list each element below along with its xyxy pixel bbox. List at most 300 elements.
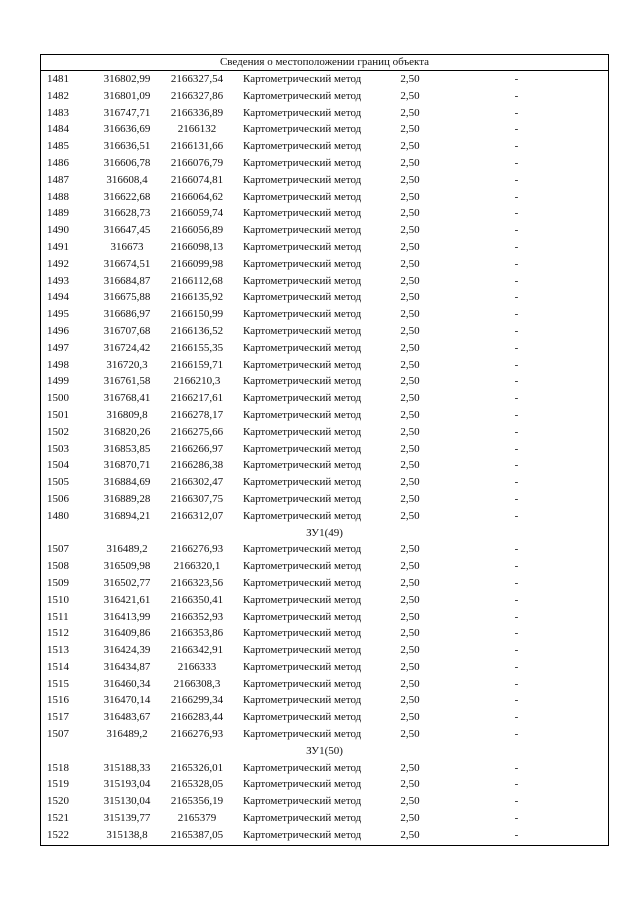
- table-row: [41, 239, 608, 256]
- x-coordinate-cell: 316470,14: [103, 694, 151, 707]
- accuracy-cell: 2,50: [400, 392, 420, 405]
- point-number-cell: 1503: [47, 442, 69, 455]
- accuracy-cell: 2,50: [400, 207, 420, 220]
- accuracy-cell: 2,50: [400, 509, 420, 522]
- y-coordinate-cell: 2166320,1: [173, 560, 221, 573]
- table-row: [41, 222, 608, 239]
- point-number-cell: 1519: [47, 778, 69, 791]
- y-coordinate-cell: 2166135,92: [170, 291, 224, 304]
- x-coordinate-cell: 316622,68: [103, 190, 151, 203]
- description-cell: -: [514, 795, 519, 808]
- point-number-cell: 1483: [47, 106, 69, 119]
- accuracy-cell: 2,50: [400, 73, 420, 85]
- description-cell: -: [514, 644, 519, 657]
- point-number-cell: 1522: [47, 828, 69, 841]
- description-cell: -: [514, 761, 519, 774]
- method-cell: Картометрический метод: [243, 576, 362, 589]
- description-cell: -: [514, 610, 519, 623]
- point-number-cell: 1512: [47, 627, 69, 640]
- y-coordinate-cell: 2166076,79: [170, 156, 224, 169]
- description-cell: -: [514, 660, 519, 673]
- description-cell: -: [514, 173, 519, 186]
- x-coordinate-cell: 316673: [110, 240, 144, 253]
- point-number-cell: 1517: [47, 711, 69, 724]
- y-coordinate-cell: 2166275,66: [170, 425, 224, 438]
- y-coordinate-cell: 2166336,89: [170, 106, 224, 119]
- point-number-cell: 1482: [47, 89, 69, 102]
- table-row: [41, 323, 608, 340]
- accuracy-cell: 2,50: [400, 593, 420, 606]
- x-coordinate-cell: 316675,88: [103, 291, 151, 304]
- point-number-cell: 1518: [47, 761, 69, 774]
- y-coordinate-cell: 2166136,52: [170, 324, 224, 337]
- method-cell: Картометрический метод: [243, 627, 362, 640]
- x-coordinate-cell: 316636,69: [103, 123, 151, 136]
- x-coordinate-cell: 316802,99: [103, 73, 151, 85]
- y-coordinate-cell: 2166112,68: [171, 274, 223, 287]
- description-cell: -: [514, 593, 519, 606]
- accuracy-cell: 2,50: [400, 644, 420, 657]
- description-cell: -: [514, 240, 519, 253]
- accuracy-cell: 2,50: [400, 156, 420, 169]
- method-cell: Картометрический метод: [243, 543, 362, 556]
- section-heading: ЗУ1(49): [306, 526, 343, 539]
- point-number-cell: 1485: [47, 140, 69, 153]
- method-cell: Картометрический метод: [243, 156, 362, 169]
- point-number-cell: 1501: [47, 408, 69, 421]
- accuracy-cell: 2,50: [400, 123, 420, 136]
- table-row: [41, 256, 608, 273]
- accuracy-cell: 2,50: [400, 795, 420, 808]
- y-coordinate-cell: 2165379: [177, 812, 217, 825]
- method-cell: Картометрический метод: [243, 761, 362, 774]
- accuracy-cell: 2,50: [400, 492, 420, 505]
- x-coordinate-cell: 316460,34: [103, 677, 151, 690]
- accuracy-cell: 2,50: [400, 324, 420, 337]
- y-coordinate-cell: 2166312,07: [170, 509, 224, 522]
- table-row: [41, 340, 608, 357]
- point-number-cell: 1486: [47, 156, 69, 169]
- accuracy-cell: 2,50: [400, 190, 420, 203]
- description-cell: -: [514, 476, 519, 489]
- table-row: [41, 827, 608, 844]
- table-row: [41, 541, 608, 558]
- method-cell: Картометрический метод: [243, 324, 362, 337]
- point-number-cell: 1506: [47, 492, 69, 505]
- point-number-cell: 1481: [47, 73, 69, 85]
- y-coordinate-cell: 2166276,93: [170, 543, 224, 556]
- accuracy-cell: 2,50: [400, 173, 420, 186]
- point-number-cell: 1492: [47, 257, 69, 270]
- table-row: [41, 776, 608, 793]
- method-cell: Картометрический метод: [243, 492, 362, 505]
- description-cell: -: [514, 576, 519, 589]
- method-cell: Картометрический метод: [243, 812, 362, 825]
- y-coordinate-cell: 2166132: [177, 123, 217, 136]
- y-coordinate-cell: 2166323,56: [170, 576, 224, 589]
- table-row: [41, 357, 608, 374]
- accuracy-cell: 2,50: [400, 576, 420, 589]
- point-number-cell: 1509: [47, 576, 69, 589]
- method-cell: Картометрический метод: [243, 89, 362, 102]
- x-coordinate-cell: 316674,51: [103, 257, 151, 270]
- description-cell: -: [514, 207, 519, 220]
- table-row: [41, 676, 608, 693]
- accuracy-cell: 2,50: [400, 560, 420, 573]
- description-cell: -: [514, 123, 519, 136]
- table-row: [41, 138, 608, 155]
- method-cell: Картометрический метод: [243, 123, 362, 136]
- table-row: [41, 592, 608, 609]
- method-cell: Картометрический метод: [243, 644, 362, 657]
- method-cell: Картометрический метод: [243, 257, 362, 270]
- method-cell: Картометрический метод: [243, 73, 362, 85]
- description-cell: -: [514, 341, 519, 354]
- description-cell: -: [514, 408, 519, 421]
- accuracy-cell: 2,50: [400, 442, 420, 455]
- method-cell: Картометрический метод: [243, 728, 362, 741]
- y-coordinate-cell: 2166131,66: [170, 140, 224, 153]
- x-coordinate-cell: 316489,2: [106, 543, 148, 556]
- x-coordinate-cell: 316801,09: [103, 89, 151, 102]
- description-cell: -: [514, 291, 519, 304]
- point-number-cell: 1487: [47, 173, 69, 186]
- table-row: [41, 793, 608, 810]
- y-coordinate-cell: 2166307,75: [170, 492, 224, 505]
- y-coordinate-cell: 2166074,81: [170, 173, 224, 186]
- point-number-cell: 1500: [47, 392, 69, 405]
- description-cell: -: [514, 73, 519, 85]
- description-cell: -: [514, 509, 519, 522]
- x-coordinate-cell: 316483,67: [103, 711, 151, 724]
- accuracy-cell: 2,50: [400, 408, 420, 421]
- point-number-cell: 1513: [47, 644, 69, 657]
- method-cell: Картометрический метод: [243, 711, 362, 724]
- method-cell: Картометрический метод: [243, 308, 362, 321]
- x-coordinate-cell: 316489,2: [106, 728, 148, 741]
- x-coordinate-cell: 315188,33: [103, 761, 151, 774]
- accuracy-cell: 2,50: [400, 89, 420, 102]
- method-cell: Картометрический метод: [243, 425, 362, 438]
- x-coordinate-cell: 316747,71: [103, 106, 151, 119]
- accuracy-cell: 2,50: [400, 660, 420, 673]
- accuracy-cell: 2,50: [400, 543, 420, 556]
- y-coordinate-cell: 2166210,3: [173, 375, 221, 388]
- accuracy-cell: 2,50: [400, 140, 420, 153]
- y-coordinate-cell: 2166099,98: [170, 257, 224, 270]
- x-coordinate-cell: 316628,73: [103, 207, 151, 220]
- y-coordinate-cell: 2166286,38: [170, 459, 224, 472]
- y-coordinate-cell: 2166150,99: [170, 308, 224, 321]
- point-number-cell: 1499: [47, 375, 69, 388]
- y-coordinate-cell: 2166327,86: [170, 89, 224, 102]
- y-coordinate-cell: 2166155,35: [170, 341, 224, 354]
- method-cell: Картометрический метод: [243, 442, 362, 455]
- y-coordinate-cell: 2166056,89: [170, 224, 224, 237]
- accuracy-cell: 2,50: [400, 106, 420, 119]
- description-cell: -: [514, 190, 519, 203]
- y-coordinate-cell: 2166276,93: [170, 728, 224, 741]
- x-coordinate-cell: 316820,26: [103, 425, 151, 438]
- coordinates-table: [40, 54, 609, 846]
- table-row: [41, 189, 608, 206]
- description-cell: -: [514, 828, 519, 841]
- x-coordinate-cell: 316413,99: [103, 610, 151, 623]
- table-row: [41, 205, 608, 222]
- table-row: [41, 508, 608, 525]
- table-row: [41, 491, 608, 508]
- table-row: [41, 692, 608, 709]
- table-row: [41, 306, 608, 323]
- y-coordinate-cell: 2165387,05: [170, 828, 224, 841]
- x-coordinate-cell: 316608,4: [106, 173, 148, 186]
- table-row: [41, 760, 608, 777]
- accuracy-cell: 2,50: [400, 778, 420, 791]
- method-cell: Картометрический метод: [243, 778, 362, 791]
- point-number-cell: 1496: [47, 324, 69, 337]
- table-row: [41, 121, 608, 138]
- point-number-cell: 1511: [47, 610, 69, 623]
- x-coordinate-cell: 316884,69: [103, 476, 151, 489]
- description-cell: -: [514, 324, 519, 337]
- method-cell: Картометрический метод: [243, 291, 362, 304]
- description-cell: -: [514, 728, 519, 741]
- method-cell: Картометрический метод: [243, 392, 362, 405]
- x-coordinate-cell: 316686,97: [103, 308, 151, 321]
- accuracy-cell: 2,50: [400, 257, 420, 270]
- accuracy-cell: 2,50: [400, 677, 420, 690]
- table-row: [41, 726, 608, 743]
- table-row: [41, 709, 608, 726]
- point-number-cell: 1510: [47, 593, 69, 606]
- method-cell: Картометрический метод: [243, 795, 362, 808]
- description-cell: -: [514, 627, 519, 640]
- x-coordinate-cell: 316424,39: [103, 644, 151, 657]
- y-coordinate-cell: 2166064,62: [170, 190, 224, 203]
- description-cell: -: [514, 106, 519, 119]
- method-cell: Картометрический метод: [243, 274, 362, 287]
- x-coordinate-cell: 316647,45: [103, 224, 151, 237]
- method-cell: Картометрический метод: [243, 140, 362, 153]
- point-number-cell: 1498: [47, 358, 69, 371]
- table-row: [41, 407, 608, 424]
- y-coordinate-cell: 2166327,54: [170, 73, 224, 85]
- accuracy-cell: 2,50: [400, 711, 420, 724]
- accuracy-cell: 2,50: [400, 476, 420, 489]
- accuracy-cell: 2,50: [400, 828, 420, 841]
- point-number-cell: 1508: [47, 560, 69, 573]
- table-row: [41, 642, 608, 659]
- method-cell: Картометрический метод: [243, 358, 362, 371]
- x-coordinate-cell: 316724,42: [103, 341, 151, 354]
- x-coordinate-cell: 316870,71: [103, 459, 151, 472]
- point-number-cell: 1507: [47, 543, 69, 556]
- description-cell: -: [514, 543, 519, 556]
- point-number-cell: 1497: [47, 341, 69, 354]
- table-title: Сведения о местоположении границ объекта: [41, 55, 608, 71]
- method-cell: Картометрический метод: [243, 173, 362, 186]
- table-row: [41, 273, 608, 290]
- method-cell: Картометрический метод: [243, 207, 362, 220]
- accuracy-cell: 2,50: [400, 375, 420, 388]
- description-cell: -: [514, 140, 519, 153]
- y-coordinate-cell: 2166278,17: [170, 408, 224, 421]
- point-number-cell: 1480: [47, 509, 69, 522]
- y-coordinate-cell: 2165326,01: [170, 761, 224, 774]
- y-coordinate-cell: 2166159,71: [170, 358, 224, 371]
- description-cell: -: [514, 224, 519, 237]
- accuracy-cell: 2,50: [400, 341, 420, 354]
- description-cell: -: [514, 459, 519, 472]
- table-row: [41, 474, 608, 491]
- accuracy-cell: 2,50: [400, 694, 420, 707]
- x-coordinate-cell: 316889,28: [103, 492, 151, 505]
- section-heading: ЗУ1(50): [306, 744, 343, 757]
- y-coordinate-cell: 2166302,47: [170, 476, 224, 489]
- description-cell: -: [514, 694, 519, 707]
- table-row: [41, 88, 608, 105]
- method-cell: Картометрический метод: [243, 610, 362, 623]
- x-coordinate-cell: 316768,41: [103, 392, 151, 405]
- table-row: [41, 625, 608, 642]
- table-row: [41, 424, 608, 441]
- table-row: [41, 558, 608, 575]
- method-cell: Картометрический метод: [243, 224, 362, 237]
- method-cell: Картометрический метод: [243, 828, 362, 841]
- description-cell: -: [514, 375, 519, 388]
- method-cell: Картометрический метод: [243, 459, 362, 472]
- accuracy-cell: 2,50: [400, 425, 420, 438]
- point-number-cell: 1514: [47, 660, 69, 673]
- y-coordinate-cell: 2166283,44: [170, 711, 224, 724]
- y-coordinate-cell: 2166299,34: [170, 694, 224, 707]
- x-coordinate-cell: 316509,98: [103, 560, 151, 573]
- accuracy-cell: 2,50: [400, 761, 420, 774]
- x-coordinate-cell: 315130,04: [103, 795, 151, 808]
- table-row: [41, 155, 608, 172]
- method-cell: Картометрический метод: [243, 476, 362, 489]
- point-number-cell: 1493: [47, 274, 69, 287]
- method-cell: Картометрический метод: [243, 509, 362, 522]
- table-row: [41, 71, 608, 88]
- x-coordinate-cell: 316809,8: [106, 408, 148, 421]
- accuracy-cell: 2,50: [400, 459, 420, 472]
- x-coordinate-cell: 316684,87: [103, 274, 151, 287]
- method-cell: Картометрический метод: [243, 408, 362, 421]
- description-cell: -: [514, 492, 519, 505]
- accuracy-cell: 2,50: [400, 610, 420, 623]
- point-number-cell: 1490: [47, 224, 69, 237]
- point-number-cell: 1507: [47, 728, 69, 741]
- description-cell: -: [514, 308, 519, 321]
- point-number-cell: 1495: [47, 308, 69, 321]
- description-cell: -: [514, 812, 519, 825]
- accuracy-cell: 2,50: [400, 274, 420, 287]
- accuracy-cell: 2,50: [400, 358, 420, 371]
- accuracy-cell: 2,50: [400, 224, 420, 237]
- description-cell: -: [514, 358, 519, 371]
- point-number-cell: 1491: [47, 240, 69, 253]
- x-coordinate-cell: 315138,8: [106, 828, 148, 841]
- x-coordinate-cell: 316606,78: [103, 156, 151, 169]
- description-cell: -: [514, 778, 519, 791]
- y-coordinate-cell: 2166266,97: [170, 442, 224, 455]
- accuracy-cell: 2,50: [400, 291, 420, 304]
- y-coordinate-cell: 2165328,05: [170, 778, 224, 791]
- x-coordinate-cell: 316409,86: [103, 627, 151, 640]
- description-cell: -: [514, 392, 519, 405]
- method-cell: Картометрический метод: [243, 560, 362, 573]
- point-number-cell: 1516: [47, 694, 69, 707]
- y-coordinate-cell: 2166098,13: [170, 240, 224, 253]
- description-cell: -: [514, 274, 519, 287]
- accuracy-cell: 2,50: [400, 240, 420, 253]
- point-number-cell: 1484: [47, 123, 69, 136]
- point-number-cell: 1488: [47, 190, 69, 203]
- description-cell: -: [514, 560, 519, 573]
- table-row: [41, 575, 608, 592]
- y-coordinate-cell: 2165356,19: [170, 795, 224, 808]
- y-coordinate-cell: 2166350,41: [170, 593, 224, 606]
- x-coordinate-cell: 316853,85: [103, 442, 151, 455]
- table-row: [41, 289, 608, 306]
- method-cell: Картометрический метод: [243, 660, 362, 673]
- description-cell: -: [514, 257, 519, 270]
- x-coordinate-cell: 316720,3: [106, 358, 148, 371]
- point-number-cell: 1494: [47, 291, 69, 304]
- point-number-cell: 1489: [47, 207, 69, 220]
- description-cell: -: [514, 156, 519, 169]
- point-number-cell: 1521: [47, 812, 69, 825]
- description-cell: -: [514, 677, 519, 690]
- accuracy-cell: 2,50: [400, 812, 420, 825]
- y-coordinate-cell: 2166308,3: [173, 677, 221, 690]
- x-coordinate-cell: 316894,21: [103, 509, 151, 522]
- x-coordinate-cell: 316434,87: [103, 660, 151, 673]
- accuracy-cell: 2,50: [400, 308, 420, 321]
- x-coordinate-cell: 316707,68: [103, 324, 151, 337]
- table-row: [41, 373, 608, 390]
- method-cell: Картометрический метод: [243, 190, 362, 203]
- table-body: [41, 71, 608, 844]
- y-coordinate-cell: 2166059,74: [170, 207, 224, 220]
- table-row: [41, 441, 608, 458]
- table-row: [41, 609, 608, 626]
- description-cell: -: [514, 442, 519, 455]
- table-row: [41, 810, 608, 827]
- point-number-cell: 1520: [47, 795, 69, 808]
- description-cell: -: [514, 425, 519, 438]
- table-row: [41, 659, 608, 676]
- x-coordinate-cell: 316502,77: [103, 576, 151, 589]
- x-coordinate-cell: 315139,77: [103, 812, 151, 825]
- point-number-cell: 1504: [47, 459, 69, 472]
- accuracy-cell: 2,50: [400, 728, 420, 741]
- accuracy-cell: 2,50: [400, 627, 420, 640]
- x-coordinate-cell: 316761,58: [103, 375, 151, 388]
- table-row: [41, 105, 608, 122]
- method-cell: Картометрический метод: [243, 375, 362, 388]
- description-cell: -: [514, 89, 519, 102]
- point-number-cell: 1515: [47, 677, 69, 690]
- point-number-cell: 1502: [47, 425, 69, 438]
- method-cell: Картометрический метод: [243, 694, 362, 707]
- y-coordinate-cell: 2166217,61: [170, 392, 224, 405]
- x-coordinate-cell: 316636,51: [103, 140, 151, 153]
- table-row: [41, 457, 608, 474]
- description-cell: -: [514, 711, 519, 724]
- table-row: [41, 172, 608, 189]
